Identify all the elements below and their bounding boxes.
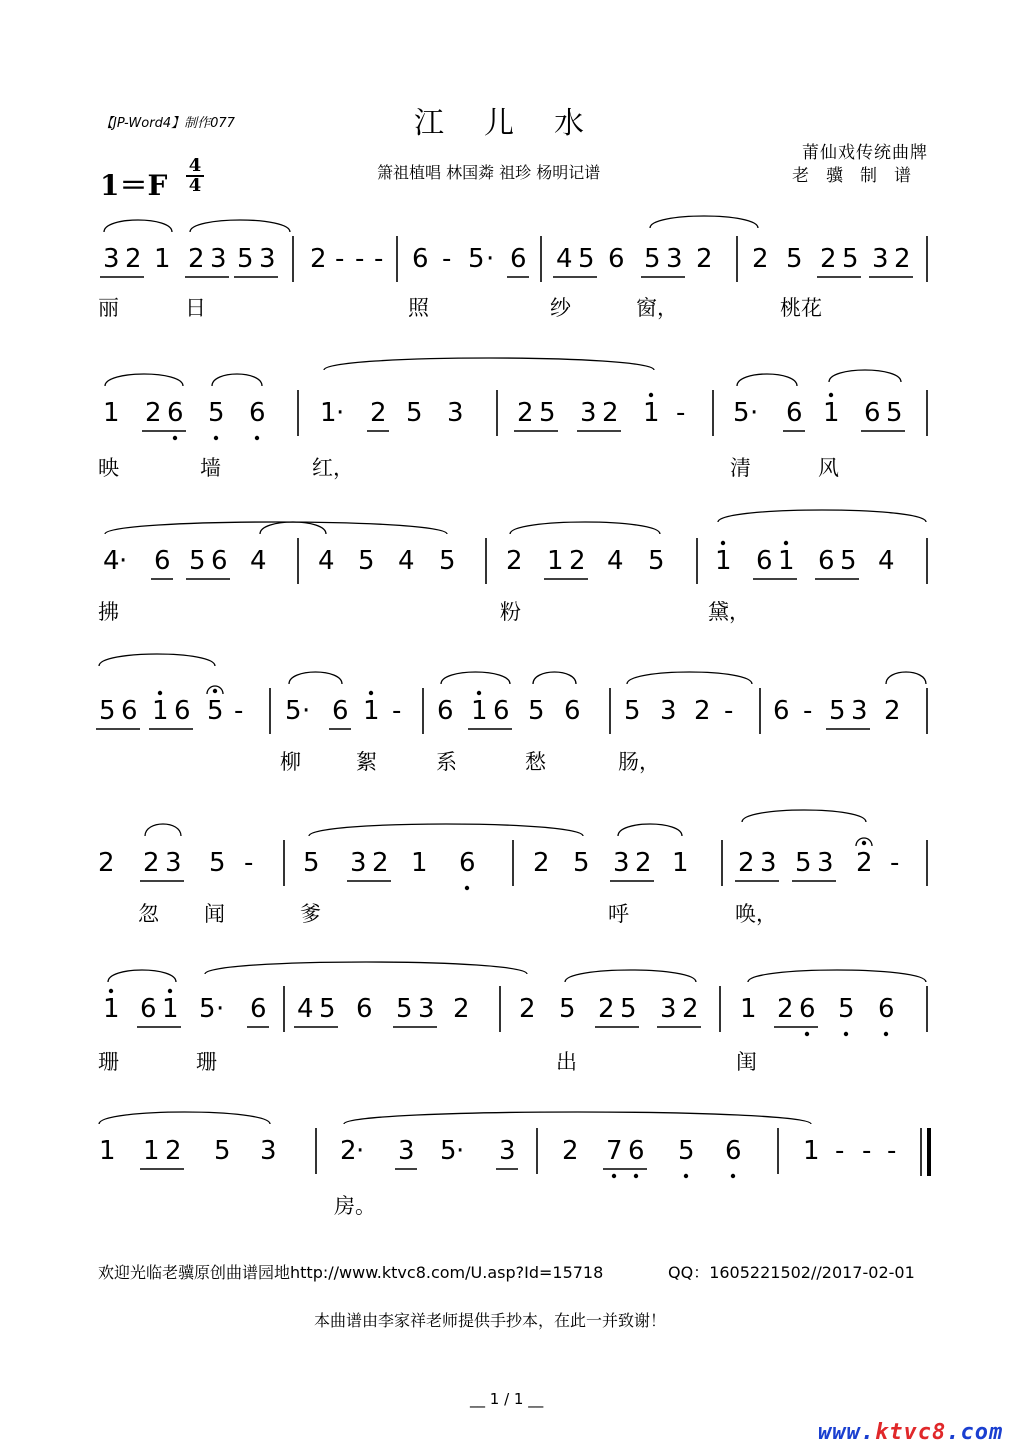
song-title: 江儿水 (414, 106, 624, 141)
note: 5 (439, 546, 456, 576)
note: 2 (752, 244, 769, 274)
lyric: 愁 (525, 750, 546, 774)
octave-dot (477, 691, 481, 695)
note: 3 (760, 848, 777, 878)
note: 6 (818, 546, 835, 576)
note: - (835, 1136, 845, 1166)
slur (99, 654, 215, 666)
note: 3 (259, 244, 276, 274)
lyric: 絮 (356, 750, 377, 774)
lyric: 房。 (334, 1194, 376, 1218)
note: - (803, 696, 813, 726)
note: 1 (547, 546, 564, 576)
octave-dot (884, 1032, 888, 1036)
lyric: 唤， (735, 902, 777, 926)
note: - (355, 244, 365, 274)
note: 2 (562, 1136, 579, 1166)
octave-dot (721, 541, 725, 545)
note: - (890, 848, 900, 878)
note: 6 (154, 546, 171, 576)
note: 5 (620, 994, 637, 1024)
slur (650, 216, 758, 228)
slur (742, 810, 866, 822)
note: 2 (372, 848, 389, 878)
arranger-label: 老骥制谱 (792, 166, 928, 186)
note: 5 (539, 398, 556, 428)
note: - (234, 696, 244, 726)
note: 6 (756, 546, 773, 576)
note: · (750, 398, 759, 428)
octave-dot (173, 436, 177, 440)
note: 1 (778, 546, 795, 576)
octave-dot (158, 691, 162, 695)
lyric: 纱 (550, 296, 571, 320)
slur (212, 374, 262, 386)
note: 3 (103, 244, 120, 274)
note: 6 (249, 398, 266, 428)
note: · (486, 244, 495, 274)
note: 3 (872, 244, 889, 274)
note: · (356, 1136, 365, 1166)
lyric: 清 (730, 456, 751, 480)
note: 5 (842, 244, 859, 274)
note: 6 (510, 244, 527, 274)
lyric: 日 (185, 296, 206, 320)
note: - (442, 244, 452, 274)
octave-dot (684, 1174, 688, 1178)
note: 5 (214, 1136, 231, 1166)
footer-contact: QQ：1605221502//2017-02-01 (668, 1263, 915, 1282)
note: 2 (884, 696, 901, 726)
note: 5 (624, 696, 641, 726)
footer-site: 欢迎光临老骥原创曲谱园地http://www.ktvc8.com/U.asp?Id=15718 (98, 1263, 604, 1282)
site-watermark (818, 1420, 1003, 1445)
note: 2 (598, 994, 615, 1024)
note: 2 (777, 994, 794, 1024)
note: · (119, 546, 128, 576)
note: 4 (607, 546, 624, 576)
slur (618, 824, 682, 836)
note: 6 (725, 1136, 742, 1166)
note: 2 (820, 244, 837, 274)
note: 6 (878, 994, 895, 1024)
note: 6 (437, 696, 454, 726)
lyric: 映 (98, 456, 119, 480)
note: 6 (628, 1136, 645, 1166)
note: 2 (569, 546, 586, 576)
note: - (676, 398, 686, 428)
lyric: 黛， (708, 600, 750, 624)
note: 3 (260, 1136, 277, 1166)
note: 6 (140, 994, 157, 1024)
note: 3 (499, 1136, 516, 1166)
note: 3 (398, 1136, 415, 1166)
note: 3 (418, 994, 435, 1024)
note: 5 (559, 994, 576, 1024)
lyric: 窗， (636, 296, 678, 320)
note: 5 (648, 546, 665, 576)
note: 2 (519, 994, 536, 1024)
note: - (392, 696, 402, 726)
note: 5 (886, 398, 903, 428)
note: 5 (578, 244, 595, 274)
note: 6 (356, 994, 373, 1024)
note: 2 (98, 848, 115, 878)
note: 4 (103, 546, 120, 576)
lyric: 系 (436, 750, 457, 774)
octave-dot (731, 1174, 735, 1178)
lyric: 呼 (608, 902, 629, 926)
note: 5 (285, 696, 302, 726)
slur (344, 1112, 811, 1124)
lyric: 拂 (98, 600, 119, 624)
lyric: 照 (408, 296, 429, 320)
note: 2 (602, 398, 619, 428)
note: 2 (188, 244, 205, 274)
octave-dot (214, 436, 218, 440)
lyric: 桃花 (780, 296, 822, 320)
lyric: 风 (818, 456, 839, 480)
note: 5 (209, 848, 226, 878)
note: - (724, 696, 734, 726)
note: 2 (143, 848, 160, 878)
slur (748, 970, 926, 982)
note: 5 (208, 398, 225, 428)
slur (441, 672, 510, 684)
note: 3 (210, 244, 227, 274)
lyric: 珊 (98, 1050, 119, 1074)
key-signature: 1＝F (100, 169, 168, 202)
lyric: 爹 (300, 902, 321, 926)
note: 3 (165, 848, 182, 878)
lyric: 珊 (196, 1050, 217, 1074)
octave-dot (634, 1174, 638, 1178)
note: 1 (143, 1136, 160, 1166)
slur (718, 510, 926, 522)
note: · (456, 1136, 465, 1166)
note: 5 (99, 696, 116, 726)
octave-dot (829, 393, 833, 397)
note: 3 (660, 994, 677, 1024)
page-number: __ 1 / 1 __ (470, 1390, 544, 1408)
lyric: 丽 (98, 296, 119, 320)
note: 3 (660, 696, 677, 726)
note: 2 (145, 398, 162, 428)
note: 1 (103, 398, 120, 428)
note: 5 (829, 696, 846, 726)
note: 4 (556, 244, 573, 274)
note: 5 (358, 546, 375, 576)
note: - (244, 848, 254, 878)
slur (565, 970, 696, 982)
note: 1 (99, 1136, 116, 1166)
lyric: 肠， (618, 750, 660, 774)
note: 6 (211, 546, 228, 576)
note: 1 (672, 848, 689, 878)
note: 5 (468, 244, 485, 274)
lyric: 忽 (138, 902, 159, 926)
note: 3 (817, 848, 834, 878)
note: 5 (406, 398, 423, 428)
slur (145, 824, 181, 836)
slur (533, 672, 576, 684)
note: 2 (696, 244, 713, 274)
note: 6 (250, 994, 267, 1024)
octave-dot (255, 436, 259, 440)
note: 5 (733, 398, 750, 428)
note: · (336, 398, 345, 428)
note: 4 (250, 546, 267, 576)
note: · (302, 696, 311, 726)
note: 1 (162, 994, 179, 1024)
note: 5 (786, 244, 803, 274)
note: 6 (493, 696, 510, 726)
note: 4 (297, 994, 314, 1024)
note: 4 (318, 546, 335, 576)
note: 2 (506, 546, 523, 576)
octave-dot (784, 541, 788, 545)
note: 6 (786, 398, 803, 428)
note: 5 (838, 994, 855, 1024)
note: 5 (440, 1136, 457, 1166)
time-numerator: 4 (186, 157, 204, 177)
note: 6 (121, 696, 138, 726)
note: 5 (237, 244, 254, 274)
slur (324, 358, 654, 370)
note: 1 (363, 696, 380, 726)
note: 2 (694, 696, 711, 726)
slur (108, 970, 176, 982)
note: 5 (678, 1136, 695, 1166)
slur (104, 220, 172, 232)
note: 3 (350, 848, 367, 878)
slur (627, 672, 752, 684)
note: 3 (580, 398, 597, 428)
note: 4 (398, 546, 415, 576)
note: - (862, 1136, 872, 1166)
note: 6 (799, 994, 816, 1024)
octave-dot (465, 886, 469, 890)
slur (886, 672, 926, 684)
note: 2 (894, 244, 911, 274)
note: 1 (103, 994, 120, 1024)
note: 6 (564, 696, 581, 726)
note: 5 (795, 848, 812, 878)
note: 2 (165, 1136, 182, 1166)
note: 2 (370, 398, 387, 428)
lyric: 出 (556, 1050, 577, 1074)
slur (99, 1112, 270, 1124)
note: 3 (851, 696, 868, 726)
octave-dot (649, 393, 653, 397)
lyric: 闺 (736, 1050, 757, 1074)
note: 5 (199, 994, 216, 1024)
slur (289, 672, 342, 684)
note: 2 (125, 244, 142, 274)
note: 5 (189, 546, 206, 576)
octave-dot (168, 989, 172, 993)
note: - (335, 244, 345, 274)
note: 2 (340, 1136, 357, 1166)
note: 1 (320, 398, 337, 428)
lyric: 闻 (204, 902, 225, 926)
octave-dot (844, 1032, 848, 1036)
watermark-part: ktvc8 (874, 1420, 947, 1445)
note: 2 (517, 398, 534, 428)
note: 1 (740, 994, 757, 1024)
note: 2 (635, 848, 652, 878)
note: - (887, 1136, 897, 1166)
octave-dot (805, 1032, 809, 1036)
slur (105, 374, 183, 386)
lyric: 粉 (500, 600, 521, 624)
slur (737, 374, 797, 386)
note: 5 (644, 244, 661, 274)
note: 6 (174, 696, 191, 726)
slur (190, 220, 290, 232)
note: 1 (411, 848, 428, 878)
slur (829, 370, 901, 382)
octave-dot (862, 841, 866, 845)
slur (510, 522, 660, 534)
note: 6 (864, 398, 881, 428)
note: 5 (573, 848, 590, 878)
slur (260, 522, 326, 534)
note: 6 (332, 696, 349, 726)
note: 2 (533, 848, 550, 878)
note: 1 (823, 398, 840, 428)
octave-dot (612, 1174, 616, 1178)
note: 2 (682, 994, 699, 1024)
note: · (216, 994, 225, 1024)
note: 2 (310, 244, 327, 274)
note: 5 (303, 848, 320, 878)
note: - (374, 244, 384, 274)
note: 3 (447, 398, 464, 428)
thanks-note: 本曲谱由李家祥老师提供手抄本，在此一并致谢！ (314, 1311, 667, 1330)
lyric: 红， (312, 456, 354, 480)
slur (205, 962, 527, 974)
lyric: 柳 (280, 750, 301, 774)
octave-dot (369, 691, 373, 695)
note: 6 (773, 696, 790, 726)
credit-tag: 【JP-Word4】制作077 (100, 116, 235, 131)
note: 1 (152, 696, 169, 726)
note: 6 (167, 398, 184, 428)
note: 5 (528, 696, 545, 726)
note: 3 (613, 848, 630, 878)
origin-label: 莆仙戏传统曲牌 (802, 143, 928, 163)
watermark-part: www. (818, 1420, 875, 1445)
note: 6 (459, 848, 476, 878)
note: 2 (453, 994, 470, 1024)
octave-dot (109, 989, 113, 993)
note: 1 (715, 546, 732, 576)
note: 5 (396, 994, 413, 1024)
time-denominator: 4 (188, 175, 202, 196)
note: 1 (803, 1136, 820, 1166)
note: 3 (666, 244, 683, 274)
lyric: 墙 (200, 456, 221, 480)
note: 6 (608, 244, 625, 274)
note: 5 (840, 546, 857, 576)
note: 2 (856, 848, 873, 878)
note: 2 (738, 848, 755, 878)
note: 4 (878, 546, 895, 576)
note: 5 (319, 994, 336, 1024)
note: 5 (207, 696, 224, 726)
note: 6 (412, 244, 429, 274)
note: 1 (643, 398, 660, 428)
note: 1 (154, 244, 171, 274)
singer-credit: 箫祖植唱 林国粦 祖珍 杨明记谱 (377, 163, 601, 182)
note: 7 (606, 1136, 623, 1166)
slur (309, 824, 583, 836)
octave-dot (213, 689, 217, 693)
note: 1 (471, 696, 488, 726)
watermark-part: .com (946, 1420, 1004, 1445)
